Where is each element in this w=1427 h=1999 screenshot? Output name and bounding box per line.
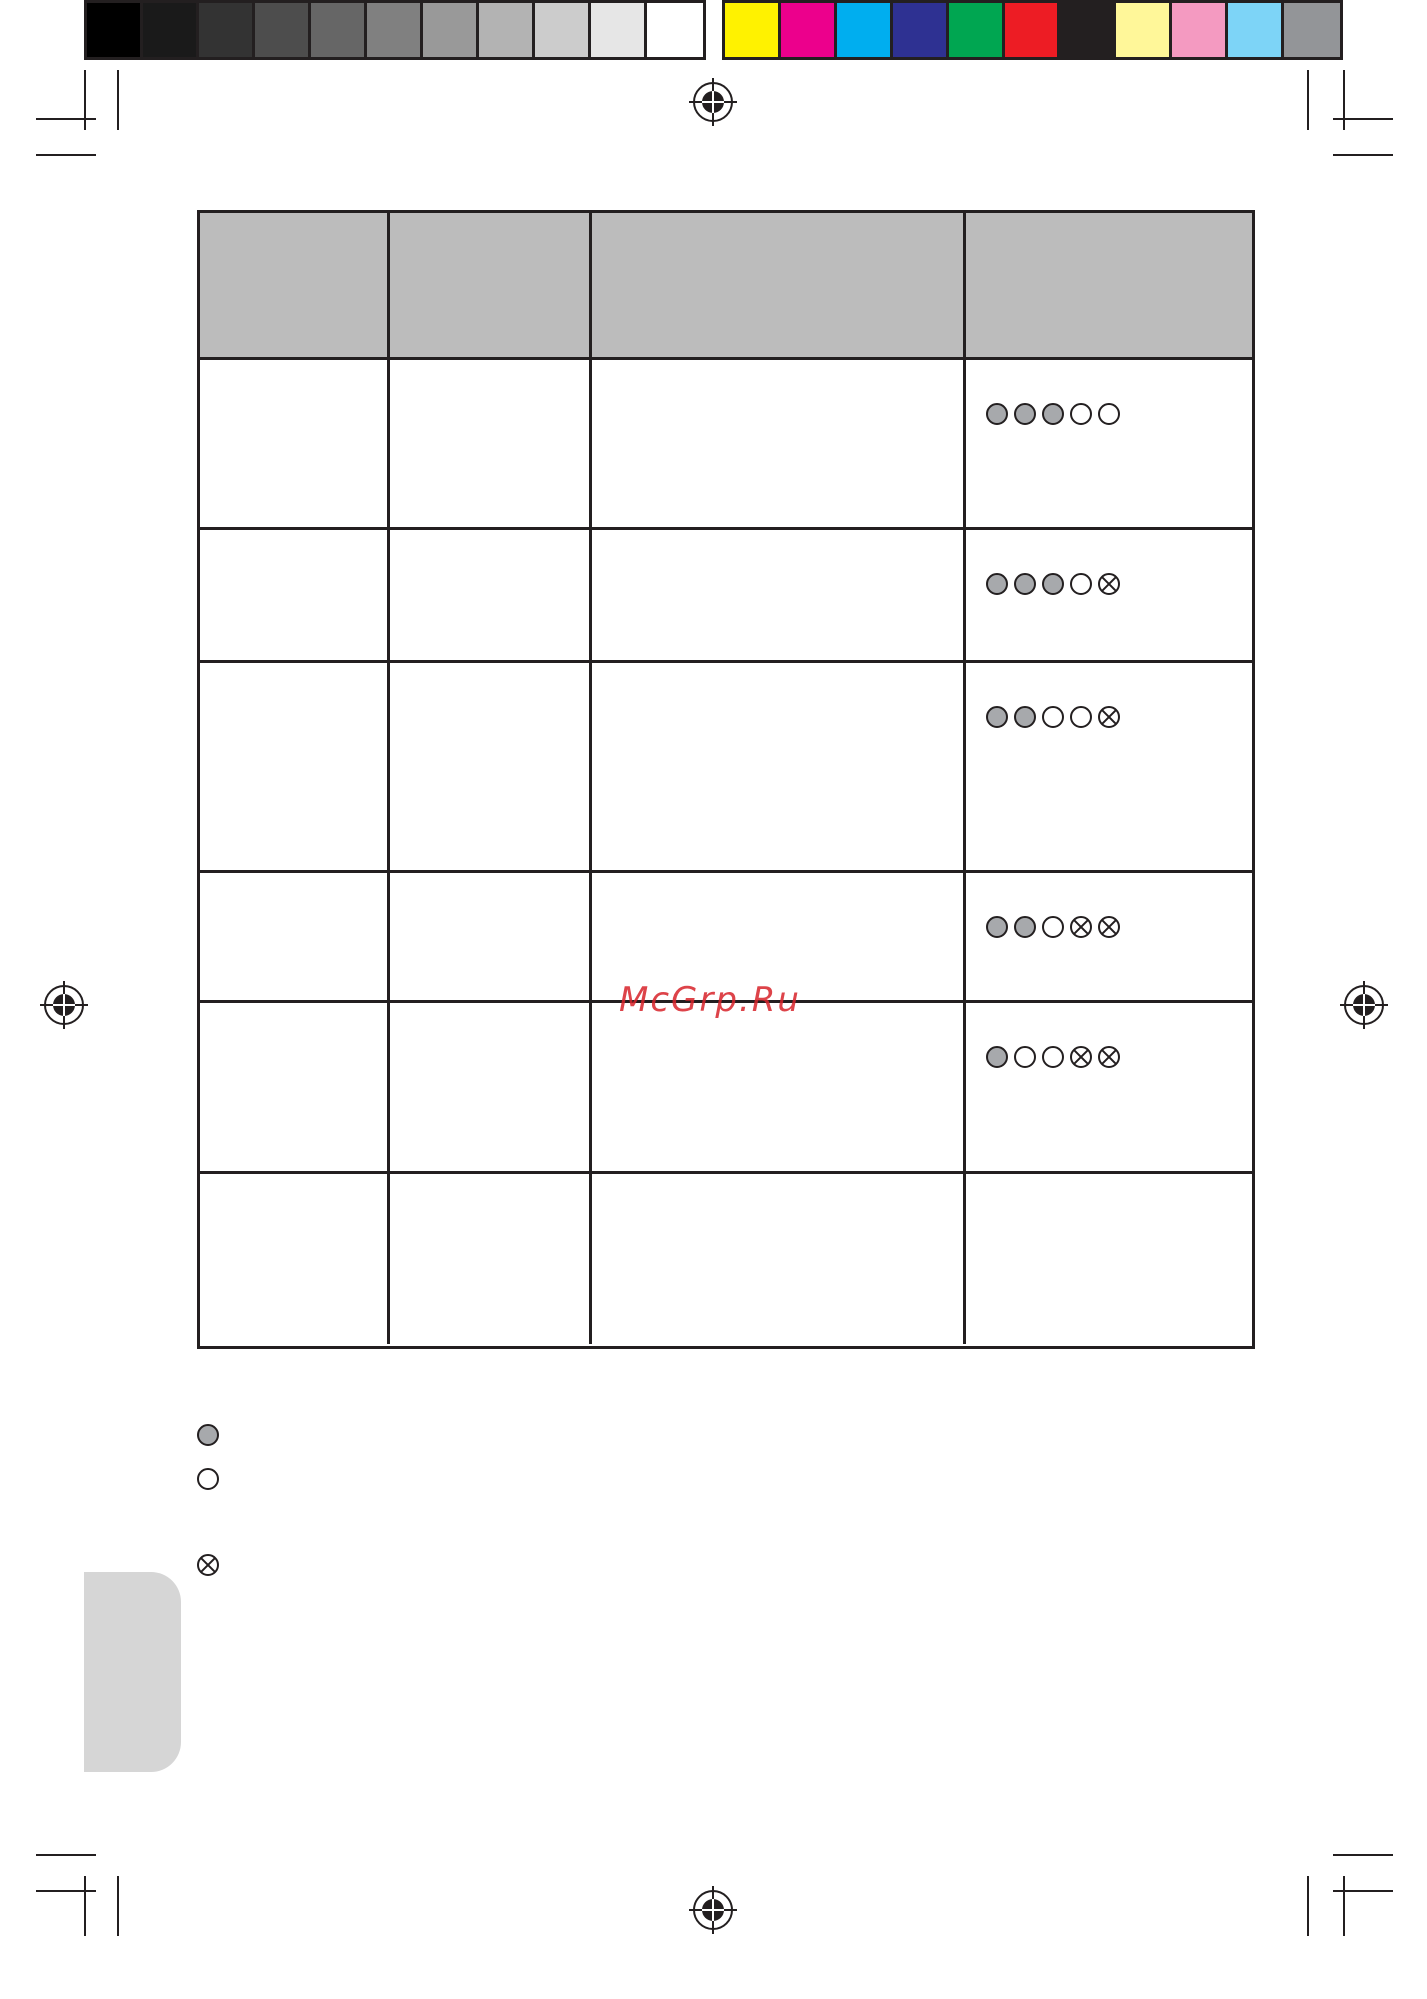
empty-circle-icon xyxy=(1014,1046,1036,1068)
crop-mark xyxy=(1307,1876,1309,1936)
color-swatch xyxy=(837,3,893,57)
filled-circle-icon xyxy=(1014,403,1036,425)
indicator-cell xyxy=(966,873,1252,1000)
indicator-cell xyxy=(966,530,1252,660)
crop-mark xyxy=(117,70,119,130)
crossed-circle-icon xyxy=(1070,916,1092,938)
crop-mark xyxy=(36,1854,96,1856)
crop-mark xyxy=(1333,1854,1393,1856)
indicator-dots xyxy=(986,916,1120,938)
empty-circle-icon xyxy=(1042,1046,1064,1068)
legend-cross xyxy=(197,1554,219,1576)
empty-circle-icon xyxy=(1070,573,1092,595)
registration-mark-icon xyxy=(689,1886,737,1934)
section-tab xyxy=(84,1572,181,1772)
color-swatch xyxy=(1228,3,1284,57)
filled-circle-icon xyxy=(986,1046,1008,1068)
table-cell xyxy=(200,1174,390,1344)
crossed-circle-icon xyxy=(197,1554,219,1576)
registration-mark-icon xyxy=(40,981,88,1029)
filled-circle-icon xyxy=(1014,573,1036,595)
filled-circle-icon xyxy=(1014,916,1036,938)
color-swatch xyxy=(479,3,535,57)
color-swatch xyxy=(647,3,703,57)
color-swatch xyxy=(199,3,255,57)
header-cell xyxy=(200,213,390,357)
legend-full xyxy=(197,1424,219,1446)
crop-mark xyxy=(1333,118,1393,120)
table-cell xyxy=(200,530,390,660)
header-cell xyxy=(390,213,592,357)
filled-circle-icon xyxy=(986,573,1008,595)
filled-circle-icon xyxy=(1042,403,1064,425)
header-cell xyxy=(592,213,966,357)
color-swatch xyxy=(949,3,1005,57)
grayscale-calibration-bar xyxy=(84,0,706,60)
crop-mark xyxy=(36,1890,96,1892)
indicator-cell xyxy=(966,663,1252,870)
filled-circle-icon xyxy=(1014,706,1036,728)
table-row xyxy=(200,1174,1252,1344)
table-header-row xyxy=(200,213,1252,357)
color-swatch xyxy=(725,3,781,57)
table-cell xyxy=(390,530,592,660)
table-cell xyxy=(592,1003,966,1171)
crop-mark xyxy=(1343,1876,1345,1936)
empty-circle-icon xyxy=(1042,916,1064,938)
crop-mark xyxy=(1307,70,1309,130)
crossed-circle-icon xyxy=(1098,1046,1120,1068)
color-swatch xyxy=(367,3,423,57)
empty-circle-icon xyxy=(1070,403,1092,425)
indicator-dots xyxy=(986,1046,1120,1068)
color-swatch xyxy=(423,3,479,57)
header-cell xyxy=(966,213,1252,357)
table-cell xyxy=(592,360,966,527)
table-cell xyxy=(390,1174,592,1344)
table-row xyxy=(200,360,1252,527)
color-calibration-bar xyxy=(722,0,1343,60)
table-cell xyxy=(390,873,592,1000)
table-cell xyxy=(200,873,390,1000)
filled-circle-icon xyxy=(1042,573,1064,595)
crop-mark xyxy=(117,1876,119,1936)
color-swatch xyxy=(781,3,837,57)
crop-mark xyxy=(84,70,86,130)
filled-circle-icon xyxy=(986,916,1008,938)
table-cell xyxy=(390,1003,592,1171)
watermark: McGrp.Ru xyxy=(619,980,801,1020)
color-swatch xyxy=(893,3,949,57)
crop-mark xyxy=(1333,1890,1393,1892)
empty-circle-icon xyxy=(1042,706,1064,728)
table-cell xyxy=(390,663,592,870)
color-swatch xyxy=(1060,3,1116,57)
table-cell xyxy=(592,663,966,870)
registration-mark-icon xyxy=(1340,981,1388,1029)
crop-mark xyxy=(1343,70,1345,130)
color-swatch xyxy=(1005,3,1061,57)
crossed-circle-icon xyxy=(1098,573,1120,595)
crop-mark xyxy=(84,1876,86,1936)
color-swatch xyxy=(591,3,647,57)
table-cell xyxy=(200,1003,390,1171)
registration-mark-icon xyxy=(689,78,737,126)
color-swatch xyxy=(311,3,367,57)
color-swatch xyxy=(1116,3,1172,57)
indicator-dots xyxy=(986,573,1120,595)
color-swatch xyxy=(255,3,311,57)
color-swatch xyxy=(1172,3,1228,57)
indicator-table xyxy=(197,210,1255,1349)
table-cell xyxy=(200,360,390,527)
color-swatch xyxy=(87,3,143,57)
indicator-cell xyxy=(966,360,1252,527)
indicator-cell xyxy=(966,1174,1252,1344)
color-swatch xyxy=(535,3,591,57)
empty-circle-icon xyxy=(1098,403,1120,425)
table-cell xyxy=(592,1174,966,1344)
filled-circle-icon xyxy=(986,403,1008,425)
empty-circle-icon xyxy=(197,1468,219,1490)
legend-empty xyxy=(197,1468,219,1490)
crossed-circle-icon xyxy=(1098,706,1120,728)
filled-circle-icon xyxy=(986,706,1008,728)
empty-circle-icon xyxy=(1070,706,1092,728)
crossed-circle-icon xyxy=(1098,916,1120,938)
crossed-circle-icon xyxy=(1070,1046,1092,1068)
table-cell xyxy=(200,663,390,870)
table-cell xyxy=(592,530,966,660)
table-cell xyxy=(390,360,592,527)
table-row xyxy=(200,663,1252,870)
crop-mark xyxy=(36,154,96,156)
crop-mark xyxy=(1333,154,1393,156)
indicator-dots xyxy=(986,706,1120,728)
table-row xyxy=(200,1003,1252,1171)
color-swatch xyxy=(1284,3,1340,57)
filled-circle-icon xyxy=(197,1424,219,1446)
indicator-dots xyxy=(986,403,1120,425)
color-swatch xyxy=(143,3,199,57)
indicator-cell xyxy=(966,1003,1252,1171)
table-row xyxy=(200,530,1252,660)
crop-mark xyxy=(36,118,96,120)
